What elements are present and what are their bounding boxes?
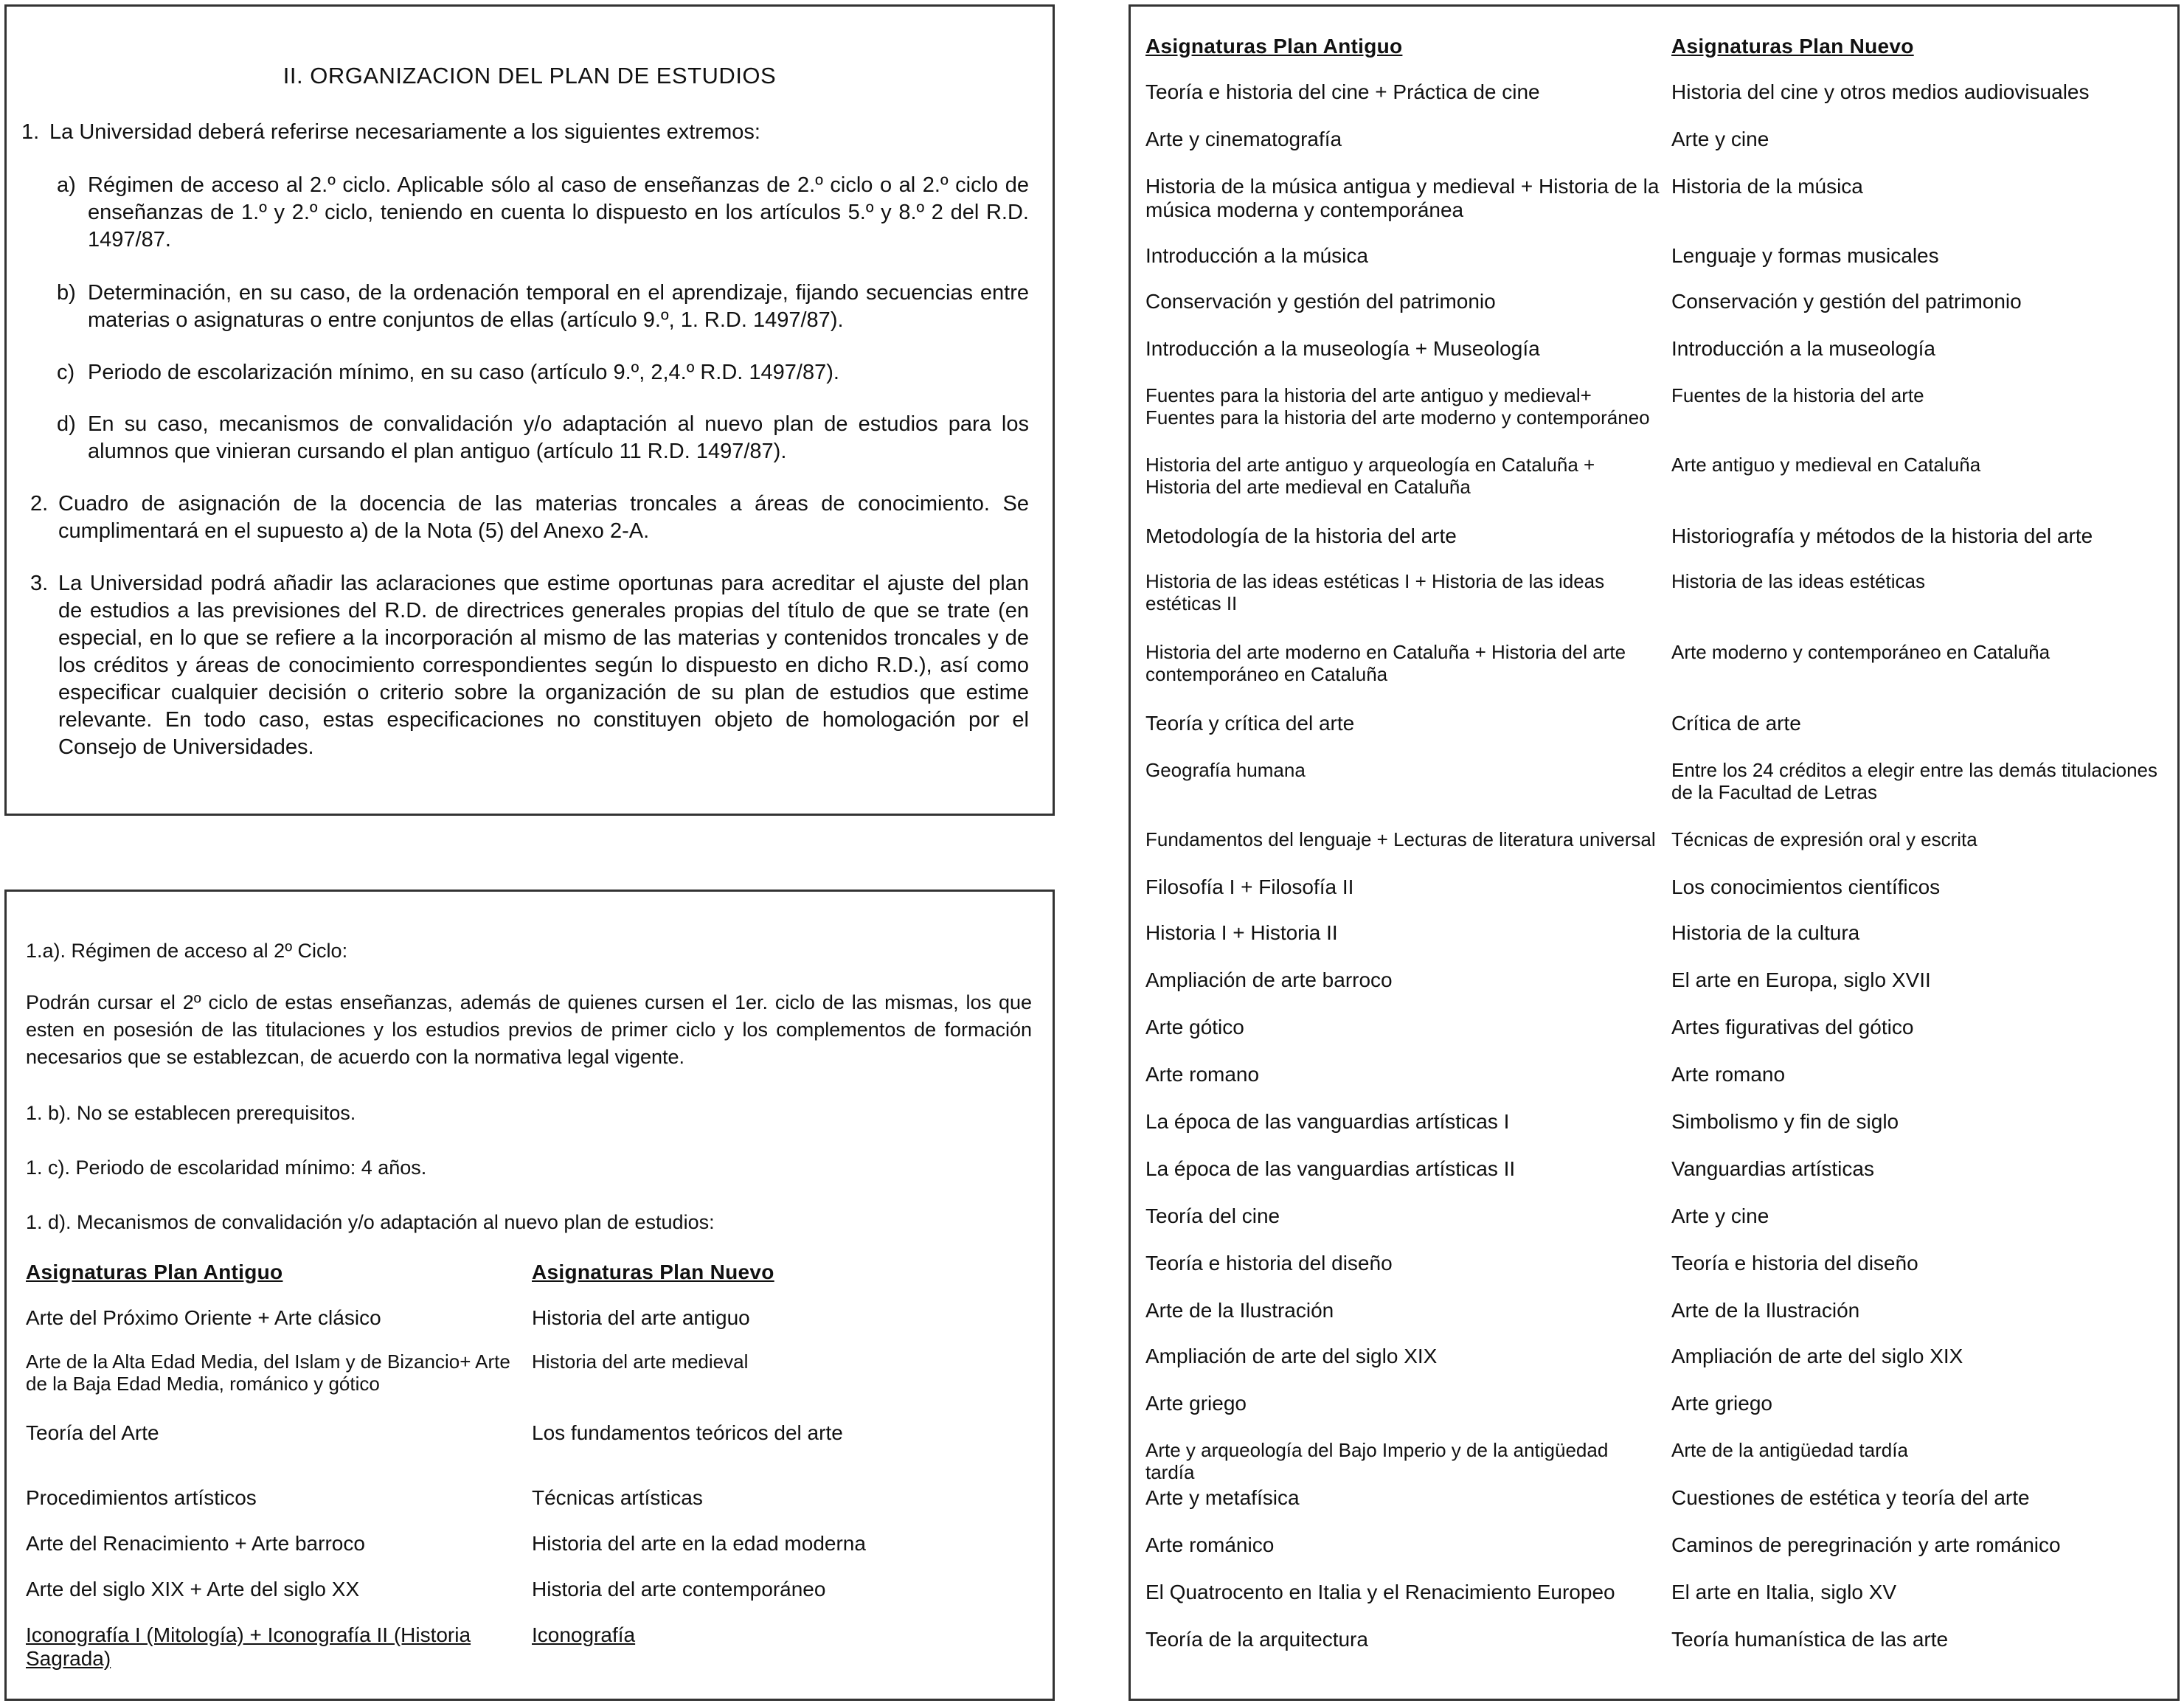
row-plan-nuevo: Historia del cine y otros medios audiovisuales [1671,80,2090,103]
item-number: 2. [30,492,49,516]
row-plan-nuevo: Conservación y gestión del patrimonio [1671,290,2022,313]
row-plan-nuevo: Historia de la cultura [1671,921,1860,944]
row-plan-antiguo: Historia de las ideas estéticas I + Historia de las ideas estéticas II [1145,570,1605,614]
row-plan-antiguo: Arte del siglo XIX + Arte del siglo XX [26,1578,360,1601]
row-plan-nuevo: Historiografía y métodos de la historia del arte [1671,524,2093,547]
row-plan-nuevo: Historia de las ideas estéticas [1671,570,1925,592]
row-plan-antiguo: Ampliación de arte barroco [1145,968,1393,991]
item-text: La Universidad podrá añadir las aclaraciones que estime oportunas para acreditar el ajuste del plan de estudios a las previsiones del R.D. de directrices generales propias del título de que se trate (en especial, en lo que se refiere a la incorporación al mismo de las materias y contenidos troncales y de los créditos y áreas de conocimiento correspondientes según lo dispuesto en dicho R.D.), así como especificar cualquier decisión o criterio sobre la organización de su plan de estudios que estime relevante. En todo caso, estas especificaciones no constituyen objeto de homologación por el Consejo de Universidades. [58,572,1029,759]
row-plan-nuevo: Entre los 24 créditos a elegir entre las demás titulaciones de la Facultad de Letras [1671,759,2158,803]
item-3 [30,570,1029,761]
row-plan-antiguo: Arte griego [1145,1392,1247,1415]
item-text: Cuadro de asignación de la docencia de las materias troncales a áreas de conocimiento. Se cumplimentará en el supuesto a) de la Nota (5) del Anexo 2-A. [58,492,1029,543]
row-plan-nuevo: Lenguaje y formas musicales [1671,244,1939,267]
row-plan-antiguo: Ampliación de arte del siglo XIX [1145,1345,1438,1367]
row-plan-nuevo: Artes figurativas del gótico [1671,1016,1914,1038]
row-plan-nuevo: Simbolismo y fin de siglo [1671,1110,1899,1133]
line-1d: 1. d). Mecanismos de convalidación y/o adaptación al nuevo plan de estudios: [26,1211,715,1233]
row-plan-antiguo: Arte y metafísica [1145,1486,1300,1509]
row-plan-nuevo: Arte griego [1671,1392,1772,1415]
row-plan-nuevo: Arte y cine [1671,128,1769,150]
row-plan-antiguo: Historia del arte antiguo y arqueología en Cataluña + Historia del arte medieval en Cataluña [1145,454,1595,498]
row-plan-antiguo: Teoría e historia del diseño [1145,1252,1393,1275]
row-plan-antiguo: Metodología de la historia del arte [1145,524,1457,547]
row-plan-nuevo: Historia del arte contemporáneo [532,1578,826,1601]
row-plan-nuevo: Arte antiguo y medieval en Cataluña [1671,454,1981,476]
equivalence-table-continued [1129,4,2180,1701]
item-letter: d) [57,412,76,436]
row-plan-nuevo: Cuestiones de estética y teoría del arte [1671,1486,2030,1509]
row-plan-antiguo: Arte de la Alta Edad Media, del Islam y de Bizancio+ Arte de la Baja Edad Media, románico y gótico [26,1350,510,1395]
row-plan-antiguo: Arte romano [1145,1063,1260,1086]
row-plan-antiguo: Teoría del cine [1145,1204,1280,1227]
row-plan-antiguo: La época de las vanguardias artísticas I [1145,1110,1510,1133]
row-plan-nuevo: Técnicas de expresión oral y escrita [1671,828,1977,850]
header-plan-antiguo: Asignaturas Plan Antiguo [26,1261,283,1283]
header-plan-nuevo: Asignaturas Plan Nuevo [532,1261,774,1283]
row-plan-nuevo: Vanguardias artísticas [1671,1157,1874,1180]
header-plan-nuevo: Asignaturas Plan Nuevo [1671,35,1914,58]
row-plan-antiguo: Teoría e historia del cine + Práctica de cine [1145,80,1540,103]
item-text: En su caso, mecanismos de convalidación y/o adaptación al nuevo plan de estudios para los alumnos que vinieran cursando el plan antiguo (artículo 11 R.D. 1497/87). [88,412,1029,463]
item-text: Régimen de acceso al 2.º ciclo. Aplicable sólo al caso de enseñanzas de 2.º ciclo o al 2.º ciclo de enseñanzas de 1.º y 2.º ciclo, teniendo en cuenta lo dispuesto en los artículos 5.º y 8.º 2 del R.D. 1497/87. [88,173,1029,252]
row-plan-antiguo: Teoría del Arte [26,1421,159,1444]
header-plan-antiguo: Asignaturas Plan Antiguo [1145,35,1403,58]
row-plan-nuevo: Técnicas artísticas [532,1486,703,1509]
row-plan-antiguo: Introducción a la museología + Museología [1145,337,1540,360]
row-plan-antiguo: Arte y cinematografía [1145,128,1342,150]
row-plan-nuevo: Introducción a la museología [1671,337,1935,360]
item-1a [57,172,1029,254]
row-plan-nuevo: Historia del arte antiguo [532,1306,750,1329]
row-plan-nuevo: Ampliación de arte del siglo XIX [1671,1345,1963,1367]
item-letter: a) [57,173,76,197]
row-plan-nuevo: Historia de la música [1671,175,1863,198]
row-plan-antiguo: La época de las vanguardias artísticas II [1145,1157,1516,1180]
item-2 [30,490,1029,545]
item-1 [21,119,1038,146]
row-plan-nuevo: Historia del arte medieval [532,1350,749,1373]
item-number: 1. [21,120,40,144]
item-text: Periodo de escolarización mínimo, en su caso (artículo 9.º, 2,4.º R.D. 1497/87). [88,361,839,384]
access-section [4,890,1055,1701]
row-plan-nuevo: Fuentes de la historia del arte [1671,384,1924,406]
row-plan-nuevo: Teoría humanística de las arte [1671,1628,1949,1651]
organization-section [4,4,1055,816]
row-plan-nuevo: Historia del arte en la edad moderna [532,1532,866,1555]
row-plan-antiguo: Arte del Próximo Oriente + Arte clásico [26,1306,381,1329]
row-plan-antiguo: Arte del Renacimiento + Arte barroco [26,1532,365,1555]
item-letter: b) [57,281,76,305]
row-plan-antiguo: Introducción a la música [1145,244,1368,267]
row-plan-antiguo: Arte y arqueología del Bajo Imperio y de la antigüedad tardía [1145,1439,1609,1483]
row-plan-antiguo: Iconografía I (Mitología) + Iconografía II (Historia Sagrada) [26,1623,471,1670]
access-paragraph: Podrán cursar el 2º ciclo de estas enseñanzas, además de quienes cursen el 1er. ciclo de las mismas, los que esten en posesión de las titulaciones y los estudios previos de primer ciclo y los complementos de formación necesarios que se establezcan, de acuerdo con la normativa legal vigente. [26,991,1032,1068]
row-plan-nuevo: Iconografía [532,1623,636,1646]
row-plan-nuevo: Arte moderno y contemporáneo en Cataluña [1671,641,2050,663]
line-1c: 1. c). Periodo de escolaridad mínimo: 4 años. [26,1157,427,1179]
row-plan-nuevo: Caminos de peregrinación y arte románico [1671,1533,2061,1556]
row-plan-nuevo: Arte y cine [1671,1204,1769,1227]
row-plan-antiguo: Conservación y gestión del patrimonio [1145,290,1496,313]
item-letter: c) [57,361,75,384]
line-1b: 1. b). No se establecen prerequisitos. [26,1102,356,1124]
row-plan-antiguo: Fundamentos del lenguaje + Lecturas de literatura universal [1145,828,1656,850]
row-plan-antiguo: Fuentes para la historia del arte antiguo y medieval+ Fuentes para la historia del arte moderno y contemporáneo [1145,384,1650,429]
row-plan-nuevo: Teoría e historia del diseño [1671,1252,1918,1275]
row-plan-antiguo: Arte de la Ilustración [1145,1299,1334,1322]
row-plan-nuevo: Los conocimientos científicos [1671,875,1941,898]
row-plan-nuevo: Arte romano [1671,1063,1786,1086]
row-plan-antiguo: Arte románico [1145,1533,1275,1556]
row-plan-antiguo: Historia del arte moderno en Cataluña + Historia del arte contemporáneo en Cataluña [1145,641,1626,685]
row-plan-antiguo: El Quatrocento en Italia y el Renacimiento Europeo [1145,1581,1615,1603]
item-1d [57,411,1029,465]
row-plan-nuevo: Los fundamentos teóricos del arte [532,1421,843,1444]
row-plan-antiguo: Filosofía I + Filosofía II [1145,875,1354,898]
heading-1a: 1.a). Régimen de acceso al 2º Ciclo: [26,940,348,962]
row-plan-nuevo: El arte en Europa, siglo XVII [1671,968,1931,991]
item-1b [57,280,1029,334]
row-plan-nuevo: Crítica de arte [1671,712,1801,735]
row-plan-nuevo: El arte en Italia, siglo XV [1671,1581,1897,1603]
row-plan-antiguo: Historia I + Historia II [1145,921,1338,944]
row-plan-nuevo: Arte de la antigüedad tardía [1671,1439,1908,1461]
item-text: Determinación, en su caso, de la ordenación temporal en el aprendizaje, fijando secuencias entre materias o asignaturas o entre conjuntos de ellas (artículo 9.º, 1. R.D. 1497/87). [88,281,1029,332]
row-plan-antiguo: Arte gótico [1145,1016,1244,1038]
section-title: II. ORGANIZACION DEL PLAN DE ESTUDIOS [282,63,777,89]
row-plan-antiguo: Geografía humana [1145,759,1306,781]
row-plan-nuevo: Arte de la Ilustración [1671,1299,1860,1322]
item-number: 3. [30,572,49,595]
item-1c [57,359,1029,386]
row-plan-antiguo: Procedimientos artísticos [26,1486,257,1509]
item-text: La Universidad deberá referirse necesariamente a los siguientes extremos: [49,120,760,144]
row-plan-antiguo: Teoría y crítica del arte [1145,712,1355,735]
row-plan-antiguo: Teoría de la arquitectura [1145,1628,1368,1651]
row-plan-antiguo: Historia de la música antigua y medieval + Historia de la música moderna y contemporánea [1145,175,1660,221]
